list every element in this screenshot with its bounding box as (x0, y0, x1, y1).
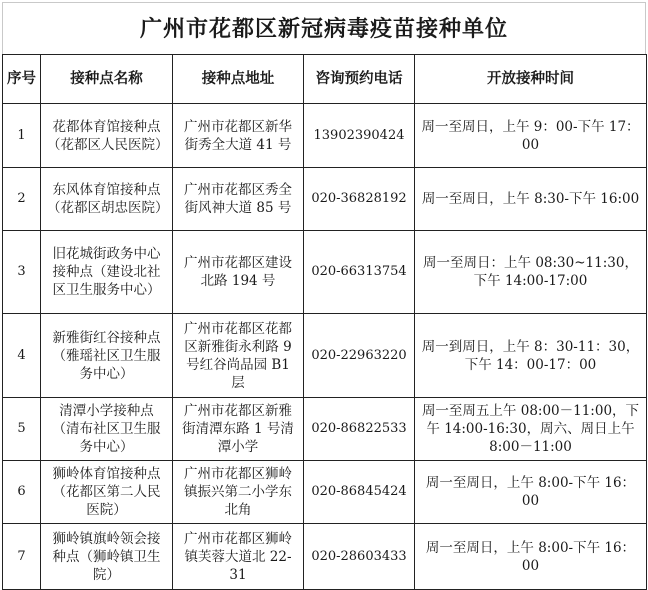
site-name: 狮岭镇旗岭领会接种点（狮岭镇卫生院） (41, 524, 173, 590)
site-name: 清潭小学接种点（清布社区卫生服务中心） (41, 398, 173, 461)
header-name: 接种点名称 (41, 55, 173, 104)
site-hours: 周一到周日，上午 8：30-11：30，下午 14：00-17：00 (415, 314, 647, 398)
site-phone: 020-86845424 (304, 461, 415, 524)
site-hours: 周一至周日，上午 8:30-下午 16:00 (415, 168, 647, 231)
header-hours: 开放接种时间 (415, 55, 647, 104)
row-index: 1 (3, 104, 41, 168)
table-row (3, 314, 647, 398)
site-phone: 020-28603433 (304, 524, 415, 590)
row-index: 5 (3, 398, 41, 461)
site-phone: 020-22963220 (304, 314, 415, 398)
site-name: 狮岭体育馆接种点（花都区第二人民医院） (41, 461, 173, 524)
site-address: 广州市花都区花都区新雅街永利路 9 号红谷尚品园 B1 层 (173, 314, 304, 398)
row-index: 4 (3, 314, 41, 398)
site-hours: 周一至周日：上午 08:30~11:30，下午 14:00-17:00 (415, 231, 647, 314)
site-address: 广州市花都区建设北路 194 号 (173, 231, 304, 314)
page-title: 广州市花都区新冠病毒疫苗接种单位 (2, 2, 646, 54)
table-row (3, 104, 647, 168)
table-row (3, 231, 647, 314)
site-phone: 020-66313754 (304, 231, 415, 314)
table-row (3, 461, 647, 524)
row-index: 3 (3, 231, 41, 314)
site-address: 广州市花都区新雅街清潭东路 1 号清潭小学 (173, 398, 304, 461)
sites-table (2, 54, 647, 590)
site-hours: 周一至周日，上午 8:00-下午 16：00 (415, 524, 647, 590)
row-index: 2 (3, 168, 41, 231)
table-row (3, 168, 647, 231)
site-address: 广州市花都区新华街秀全大道 41 号 (173, 104, 304, 168)
site-phone: 020-86822533 (304, 398, 415, 461)
header-index: 序号 (3, 55, 41, 104)
site-hours: 周一至周日，上午 9：00-下午 17：00 (415, 104, 647, 168)
site-name: 旧花城街政务中心接种点（建设北社区卫生服务中心） (41, 231, 173, 314)
site-hours: 周一至周五上午 08:00－11:00，下午 14:00-16:30，周六、周日上午 8:00－11:00 (415, 398, 647, 461)
table-header-row (3, 55, 647, 104)
site-phone: 13902390424 (304, 104, 415, 168)
site-phone: 020-36828192 (304, 168, 415, 231)
row-index: 6 (3, 461, 41, 524)
site-name: 新雅街红谷接种点（雅瑶社区卫生服务中心） (41, 314, 173, 398)
site-address: 广州市花都区狮岭镇芙蓉大道北 22-31 (173, 524, 304, 590)
site-hours: 周一至周日，上午 8:00-下午 16：00 (415, 461, 647, 524)
row-index: 7 (3, 524, 41, 590)
site-address: 广州市花都区狮岭镇振兴第二小学东北角 (173, 461, 304, 524)
table-row (3, 524, 647, 590)
site-name: 东风体育馆接种点（花都区胡忠医院） (41, 168, 173, 231)
table-row (3, 398, 647, 461)
vaccination-sites-document (2, 2, 646, 589)
site-name: 花都体育馆接种点（花都区人民医院） (41, 104, 173, 168)
site-address: 广州市花都区秀全街风神大道 85 号 (173, 168, 304, 231)
header-address: 接种点地址 (173, 55, 304, 104)
header-phone: 咨询预约电话 (304, 55, 415, 104)
